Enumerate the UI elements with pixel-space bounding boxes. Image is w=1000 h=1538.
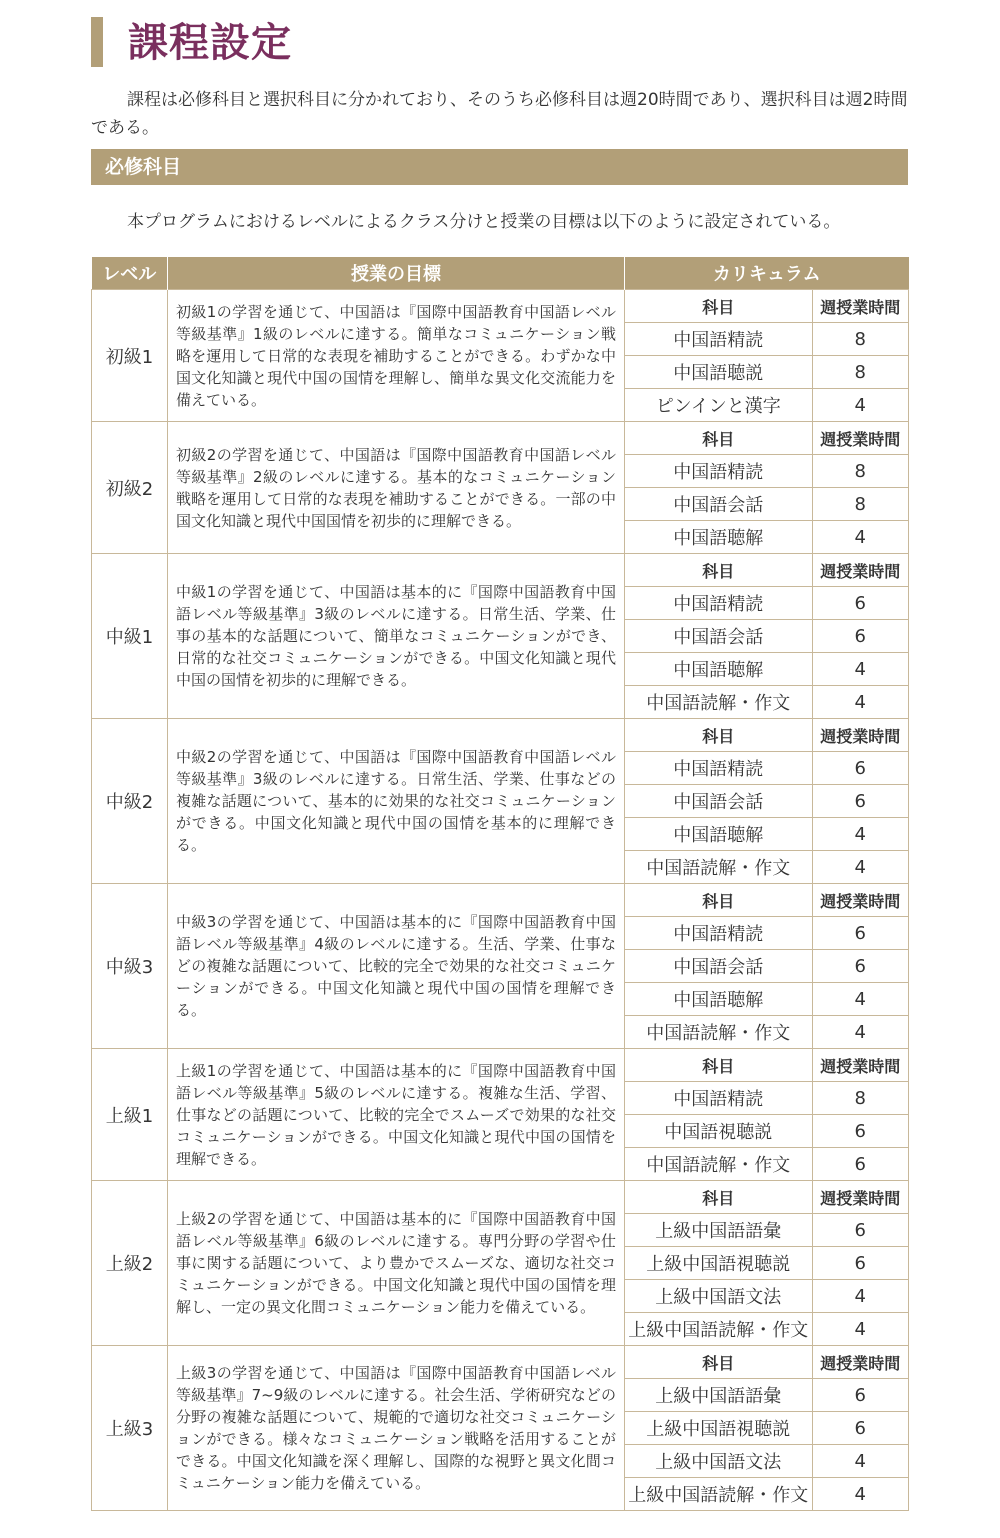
course-hours: 6 <box>812 752 908 785</box>
page-title: 課程設定 <box>128 20 292 66</box>
course-hours: 6 <box>812 1214 908 1247</box>
course-hours: 4 <box>812 653 908 686</box>
course-subject: 中国語読解・作文 <box>625 1016 812 1049</box>
table-row <box>92 1181 909 1346</box>
course-hours: 6 <box>812 1115 908 1148</box>
course-header-row <box>625 554 908 587</box>
goal-cell: 上級2の学習を通じて、中国語は基本的に『国際中国語教育中国語レベル等級基準』6級のレベルに達する。専門分野の学習や仕事に関する話題について、より豊かでスムーズな、適切な社交コミュニケーションができる。中国文化知識と現代中国の国情を理解し、一定の異文化間コミュニケーション能力を備えている。 <box>168 1181 625 1346</box>
subject-header: 科目 <box>625 290 812 323</box>
course-hours: 6 <box>812 620 908 653</box>
course-table <box>625 422 908 553</box>
course-hours: 8 <box>812 455 908 488</box>
table-row <box>92 884 909 1049</box>
course-row <box>625 686 908 719</box>
course-table <box>625 719 908 883</box>
course-row <box>625 917 908 950</box>
course-subject: 中国語読解・作文 <box>625 1148 812 1181</box>
course-subject: 中国語精読 <box>625 1082 812 1115</box>
hours-header: 週授業時間 <box>812 1049 908 1082</box>
goal-cell: 上級3の学習を通じて、中国語は『国際中国語教育中国語レベル等級基準』7~9級のレベルに達する。社会生活、学術研究などの分野の複雑な話題について、規範的で適切な社交コミュニケーションができる。様々なコミュニケーション戦略を活用することができる。中国文化知識を深く理解し、国際的な視野と異文化間コミュニケーション能力を備えている。 <box>168 1346 625 1511</box>
course-subject: 中国語会話 <box>625 488 812 521</box>
hours-header: 週授業時間 <box>812 1181 908 1214</box>
course-subject: 中国語視聴説 <box>625 1115 812 1148</box>
course-row <box>625 1478 908 1511</box>
goal-cell: 中級1の学習を通じて、中国語は基本的に『国際中国語教育中国語レベル等級基準』3級のレベルに達する。日常生活、学業、仕事の基本的な話題について、簡単なコミュニケーションができ、日常的な社交コミュニケーションができる。中国文化知識と現代中国の国情を初歩的に理解できる。 <box>168 554 625 719</box>
level-cell: 上級1 <box>92 1049 168 1181</box>
course-subject: 上級中国語読解・作文 <box>625 1478 812 1511</box>
course-hours: 4 <box>812 1280 908 1313</box>
course-row <box>625 1280 908 1313</box>
course-hours: 8 <box>812 356 908 389</box>
course-row <box>625 389 908 422</box>
title-accent-bar <box>91 17 103 67</box>
course-hours: 4 <box>812 983 908 1016</box>
level-cell: 中級1 <box>92 554 168 719</box>
curriculum-cell <box>625 290 909 422</box>
course-row <box>625 653 908 686</box>
course-hours: 6 <box>812 1247 908 1280</box>
header-curriculum: カリキュラム <box>625 257 909 290</box>
course-hours: 6 <box>812 785 908 818</box>
course-hours: 6 <box>812 1379 908 1412</box>
curriculum-cell <box>625 884 909 1049</box>
course-hours: 6 <box>812 950 908 983</box>
course-subject: 上級中国語読解・作文 <box>625 1313 812 1346</box>
curriculum-cell <box>625 554 909 719</box>
course-subject: 中国語聴説 <box>625 356 812 389</box>
level-cell: 中級3 <box>92 884 168 1049</box>
goal-cell: 初級1の学習を通じて、中国語は『国際中国語教育中国語レベル等級基準』1級のレベルに達する。簡単なコミュニケーション戦略を運用して日常的な表現を補助することができる。わずかな中国文化知識と現代中国の国情を理解し、簡単な異文化交流能力を備えている。 <box>168 290 625 422</box>
course-subject: 中国語会話 <box>625 620 812 653</box>
section-header: 必修科目 <box>91 149 908 185</box>
course-subject: 中国語聴解 <box>625 818 812 851</box>
subject-header: 科目 <box>625 1346 812 1379</box>
course-subject: 上級中国語文法 <box>625 1445 812 1478</box>
course-row <box>625 1082 908 1115</box>
curriculum-table <box>91 257 909 1511</box>
goal-cell: 中級3の学習を通じて、中国語は基本的に『国際中国語教育中国語レベル等級基準』4級のレベルに達する。生活、学業、仕事などの複雑な話題について、比較的完全で効果的な社交コミュニケーションができる。中国文化知識と現代中国の国情を理解できる。 <box>168 884 625 1049</box>
course-subject: 中国語聴解 <box>625 653 812 686</box>
course-subject: 中国語会話 <box>625 785 812 818</box>
course-row <box>625 587 908 620</box>
course-subject: 中国語聴解 <box>625 521 812 554</box>
table-row <box>92 1346 909 1511</box>
course-hours: 8 <box>812 1082 908 1115</box>
course-subject: ピンインと漢字 <box>625 389 812 422</box>
subject-header: 科目 <box>625 884 812 917</box>
course-row <box>625 323 908 356</box>
course-table <box>625 554 908 718</box>
course-row <box>625 356 908 389</box>
table-row <box>92 1049 909 1181</box>
level-cell: 上級3 <box>92 1346 168 1511</box>
subject-header: 科目 <box>625 719 812 752</box>
level-cell: 中級2 <box>92 719 168 884</box>
course-row <box>625 1148 908 1181</box>
course-hours: 4 <box>854 1483 866 1505</box>
course-header-row <box>625 1181 908 1214</box>
course-table <box>625 1346 908 1510</box>
course-table <box>625 884 908 1048</box>
table-row <box>92 719 909 884</box>
course-row <box>625 1313 908 1346</box>
course-row <box>625 620 908 653</box>
course-row <box>625 983 908 1016</box>
course-row <box>625 851 908 884</box>
course-row <box>625 1247 908 1280</box>
curriculum-cell <box>625 1181 909 1346</box>
curriculum-cell <box>625 719 909 884</box>
curriculum-cell <box>625 1346 909 1511</box>
table-body <box>92 290 909 1511</box>
course-hours: 4 <box>812 818 908 851</box>
course-table <box>625 1049 908 1180</box>
header-level: レベル <box>92 257 168 290</box>
level-cell: 初級1 <box>92 290 168 422</box>
hours-header: 週授業時間 <box>812 554 908 587</box>
hours-header: 週授業時間 <box>812 719 908 752</box>
subject-header: 科目 <box>625 1049 812 1082</box>
course-subject: 中国語会話 <box>625 950 812 983</box>
course-subject: 上級中国語語彙 <box>625 1379 812 1412</box>
course-subject: 中国語読解・作文 <box>625 851 812 884</box>
course-header-row <box>625 290 908 323</box>
hours-header: 週授業時間 <box>812 290 908 323</box>
course-subject: 中国語精読 <box>625 323 812 356</box>
subject-header: 科目 <box>625 422 812 455</box>
course-row <box>625 1412 908 1445</box>
course-hours: 6 <box>812 587 908 620</box>
course-header-row <box>625 719 908 752</box>
course-table <box>625 290 908 421</box>
course-row <box>625 818 908 851</box>
course-row <box>625 455 908 488</box>
goal-cell: 中級2の学習を通じて、中国語は『国際中国語教育中国語レベル等級基準』3級のレベルに達する。日常生活、学業、仕事などの複雑な話題について、基本的に効果的な社交コミュニケーションができる。中国文化知識と現代中国の国情を基本的に理解できる。 <box>168 719 625 884</box>
course-subject: 上級中国語語彙 <box>625 1214 812 1247</box>
course-row <box>625 1445 908 1478</box>
course-subject: 中国語聴解 <box>625 983 812 1016</box>
course-hours: 6 <box>854 1153 866 1175</box>
table-row <box>92 554 909 719</box>
hours-header: 週授業時間 <box>812 1346 908 1379</box>
course-subject: 上級中国語視聴説 <box>625 1247 812 1280</box>
subject-header: 科目 <box>625 554 812 587</box>
table-row <box>92 422 909 554</box>
hours-header: 週授業時間 <box>812 422 908 455</box>
course-hours: 4 <box>854 1021 866 1043</box>
course-hours: 4 <box>812 1445 908 1478</box>
hours-header: 週授業時間 <box>812 884 908 917</box>
course-row <box>625 1115 908 1148</box>
course-subject: 中国語精読 <box>625 587 812 620</box>
course-row <box>625 1214 908 1247</box>
course-header-row <box>625 884 908 917</box>
course-subject: 中国語精読 <box>625 917 812 950</box>
course-row <box>625 785 908 818</box>
course-subject: 中国語読解・作文 <box>625 686 812 719</box>
course-header-row <box>625 422 908 455</box>
course-hours: 4 <box>854 856 866 878</box>
course-row <box>625 1379 908 1412</box>
course-row <box>625 1016 908 1049</box>
course-header-row <box>625 1346 908 1379</box>
course-hours: 6 <box>812 1412 908 1445</box>
course-row <box>625 752 908 785</box>
course-subject: 上級中国語視聴説 <box>625 1412 812 1445</box>
course-hours: 8 <box>812 323 908 356</box>
course-hours: 4 <box>854 1318 866 1340</box>
level-cell: 初級2 <box>92 422 168 554</box>
goal-cell: 初級2の学習を通じて、中国語は『国際中国語教育中国語レベル等級基準』2級のレベルに達する。基本的なコミュニケーション戦略を運用して日常的な表現を補助することができる。一部の中国文化知識と現代中国国情を初歩的に理解できる。 <box>168 422 625 554</box>
intro-paragraph: 課程は必修科目と選択科目に分かれており、そのうち必修科目は週20時間であり、選択科目は週2時間である。 <box>91 90 908 138</box>
course-table <box>625 1181 908 1345</box>
course-hours: 4 <box>854 394 866 416</box>
table-row <box>92 290 909 422</box>
course-row <box>625 950 908 983</box>
course-hours: 6 <box>812 917 908 950</box>
course-hours: 8 <box>812 488 908 521</box>
course-row <box>625 521 908 554</box>
level-cell: 上級2 <box>92 1181 168 1346</box>
goal-cell: 上級1の学習を通じて、中国語は基本的に『国際中国語教育中国語レベル等級基準』5級のレベルに達する。複雑な生活、学習、仕事などの話題について、比較的完全でスムーズで効果的な社交コミュニケーションができる。中国文化知識と現代中国の国情を理解できる。 <box>168 1049 625 1181</box>
lead-paragraph: 本プログラムにおけるレベルによるクラス分けと授業の目標は以下のように設定されている。 <box>127 212 841 232</box>
course-subject: 中国語精読 <box>625 455 812 488</box>
course-row <box>625 488 908 521</box>
course-hours: 4 <box>854 526 866 548</box>
curriculum-cell <box>625 1049 909 1181</box>
header-goal: 授業の目標 <box>168 257 625 290</box>
subject-header: 科目 <box>625 1181 812 1214</box>
course-subject: 中国語精読 <box>625 752 812 785</box>
course-header-row <box>625 1049 908 1082</box>
table-header-row <box>92 257 909 290</box>
curriculum-cell <box>625 422 909 554</box>
course-subject: 上級中国語文法 <box>625 1280 812 1313</box>
course-hours: 4 <box>854 691 866 713</box>
